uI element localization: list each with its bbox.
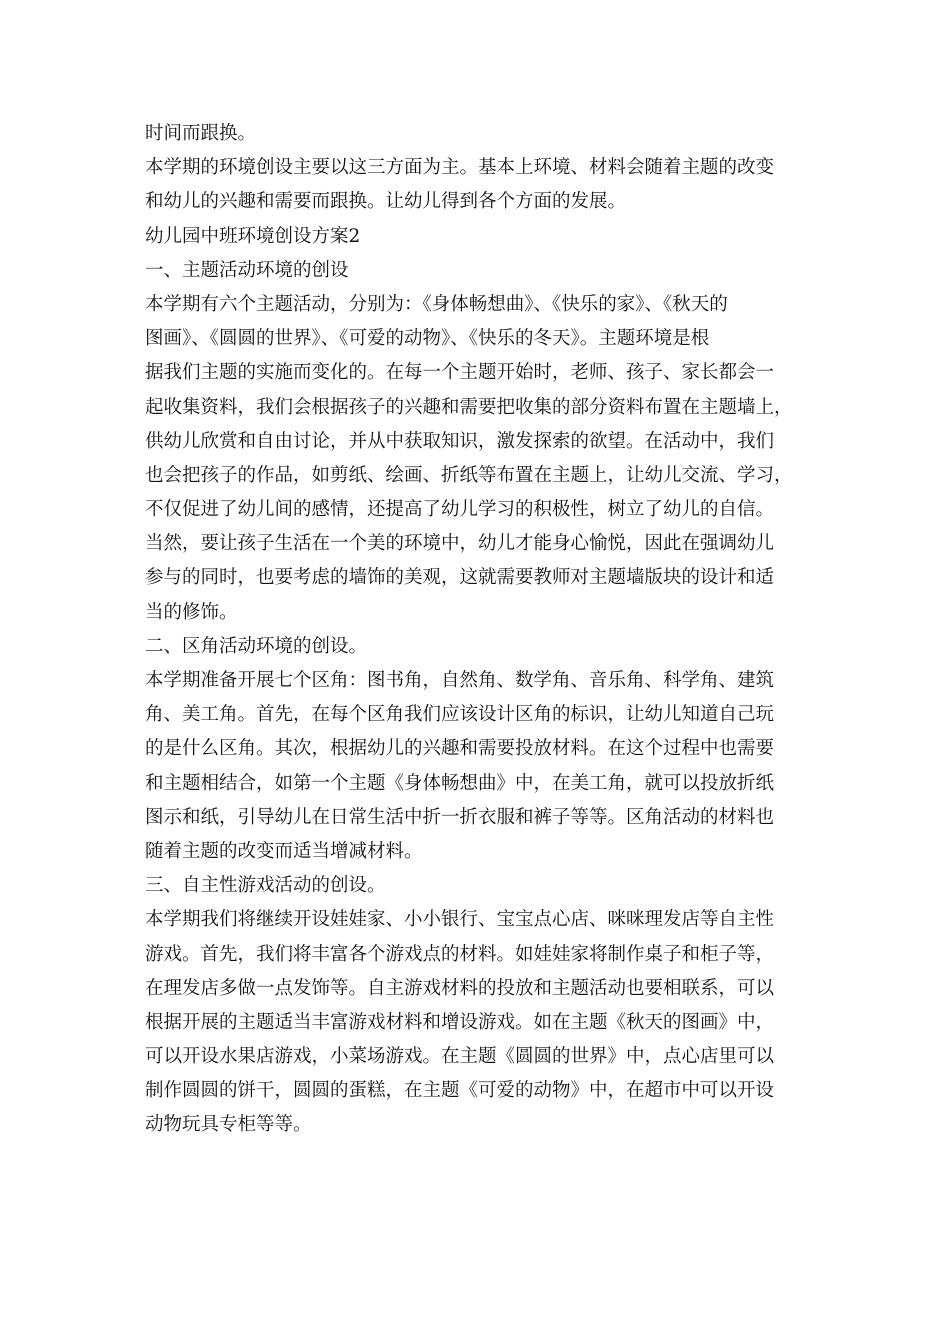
- text-line: 不仅促进了幼儿间的感情，还提高了幼儿学习的积极性，树立了幼儿的自信。: [145, 499, 775, 521]
- text-line: 当然，要让孩子生活在一个美的环境中，幼儿才能身心愉悦，因此在强调幼儿: [145, 533, 775, 555]
- text-line: 当的修饰。: [145, 601, 238, 623]
- text-line: 可以开设水果店游戏，小菜场游戏。在主题《圆圆的世界》中，点心店里可以: [145, 1046, 775, 1068]
- text-line: 据我们主题的实施而变化的。在每一个主题开始时，老师、孩子、家长都会一: [145, 362, 775, 384]
- heading: 二、区角活动环境的创设。: [145, 635, 368, 657]
- text-line: 和幼儿的兴趣和需要而跟换。让幼儿得到各个方面的发展。: [145, 191, 627, 213]
- heading: 一、主题活动环境的创设: [145, 259, 349, 281]
- document-body: [145, 117, 810, 1143]
- text-line: 本学期有六个主题活动，分别为：《身体畅想曲》、《快乐的家》、《秋天的: [145, 293, 728, 315]
- text-line: 供幼儿欣赏和自由讨论，并从中获取知识，激发探索的欲望。在活动中，我们: [145, 430, 775, 452]
- text-line: 图示和纸，引导幼儿在日常生活中折一折衣服和裤子等等。区角活动的材料也: [145, 806, 775, 828]
- text-line: 游戏。首先，我们将丰富各个游戏点的材料。如娃娃家将制作桌子和柜子等，: [145, 943, 775, 965]
- text-line: 根据开展的主题适当丰富游戏材料和增设游戏。如在主题《秋天的图画》中，: [145, 1011, 775, 1033]
- text-line: 在理发店多做一点发饰等。自主游戏材料的投放和主题活动也要相联系，可以: [145, 977, 775, 999]
- section-title: 幼儿园中班环境创设方案2: [145, 225, 361, 247]
- text-line: 动物玩具专柜等等。: [145, 1114, 312, 1136]
- text-line: 的是什么区角。其次，根据幼儿的兴趣和需要投放材料。在这个过程中也需要: [145, 738, 775, 760]
- text-line: 图画》、《圆圆的世界》、《可爱的动物》、《快乐的冬天》。主题环境是根: [145, 328, 710, 350]
- text-line: 参与的同时，也要考虑的墙饰的美观，这就需要教师对主题墙版块的设计和适: [145, 567, 775, 589]
- text-line: 制作圆圆的饼干，圆圆的蛋糕，在主题《可爱的动物》中，在超市中可以开设: [145, 1080, 775, 1102]
- text-line: 起收集资料，我们会根据孩子的兴趣和需要把收集的部分资料布置在主题墙上，: [145, 396, 793, 418]
- text-line: 时间而跟换。: [145, 123, 257, 144]
- text-line: 随着主题的改变而适当增减材料。: [145, 840, 423, 862]
- text-line: 本学期的环境创设主要以这三方面为主。基本上环境、材料会随着主题的改变: [145, 157, 775, 179]
- text-line: 角、美工角。首先，在每个区角我们应该设计区角的标识，让幼儿知道自己玩: [145, 704, 775, 726]
- text-line: 也会把孩子的作品，如剪纸、绘画、折纸等布置在主题上，让幼儿交流、学习，: [145, 464, 793, 486]
- heading: 三、自主性游戏活动的创设。: [145, 875, 386, 897]
- text-line: 和主题相结合，如第一个主题《身体畅想曲》中，在美工角，就可以投放折纸: [145, 772, 775, 794]
- text-line: 本学期我们将继续开设娃娃家、小小银行、宝宝点心店、咪咪理发店等自主性: [145, 909, 775, 931]
- text-line: 本学期准备开展七个区角：图书角，自然角、数学角、音乐角、科学角、建筑: [145, 670, 775, 691]
